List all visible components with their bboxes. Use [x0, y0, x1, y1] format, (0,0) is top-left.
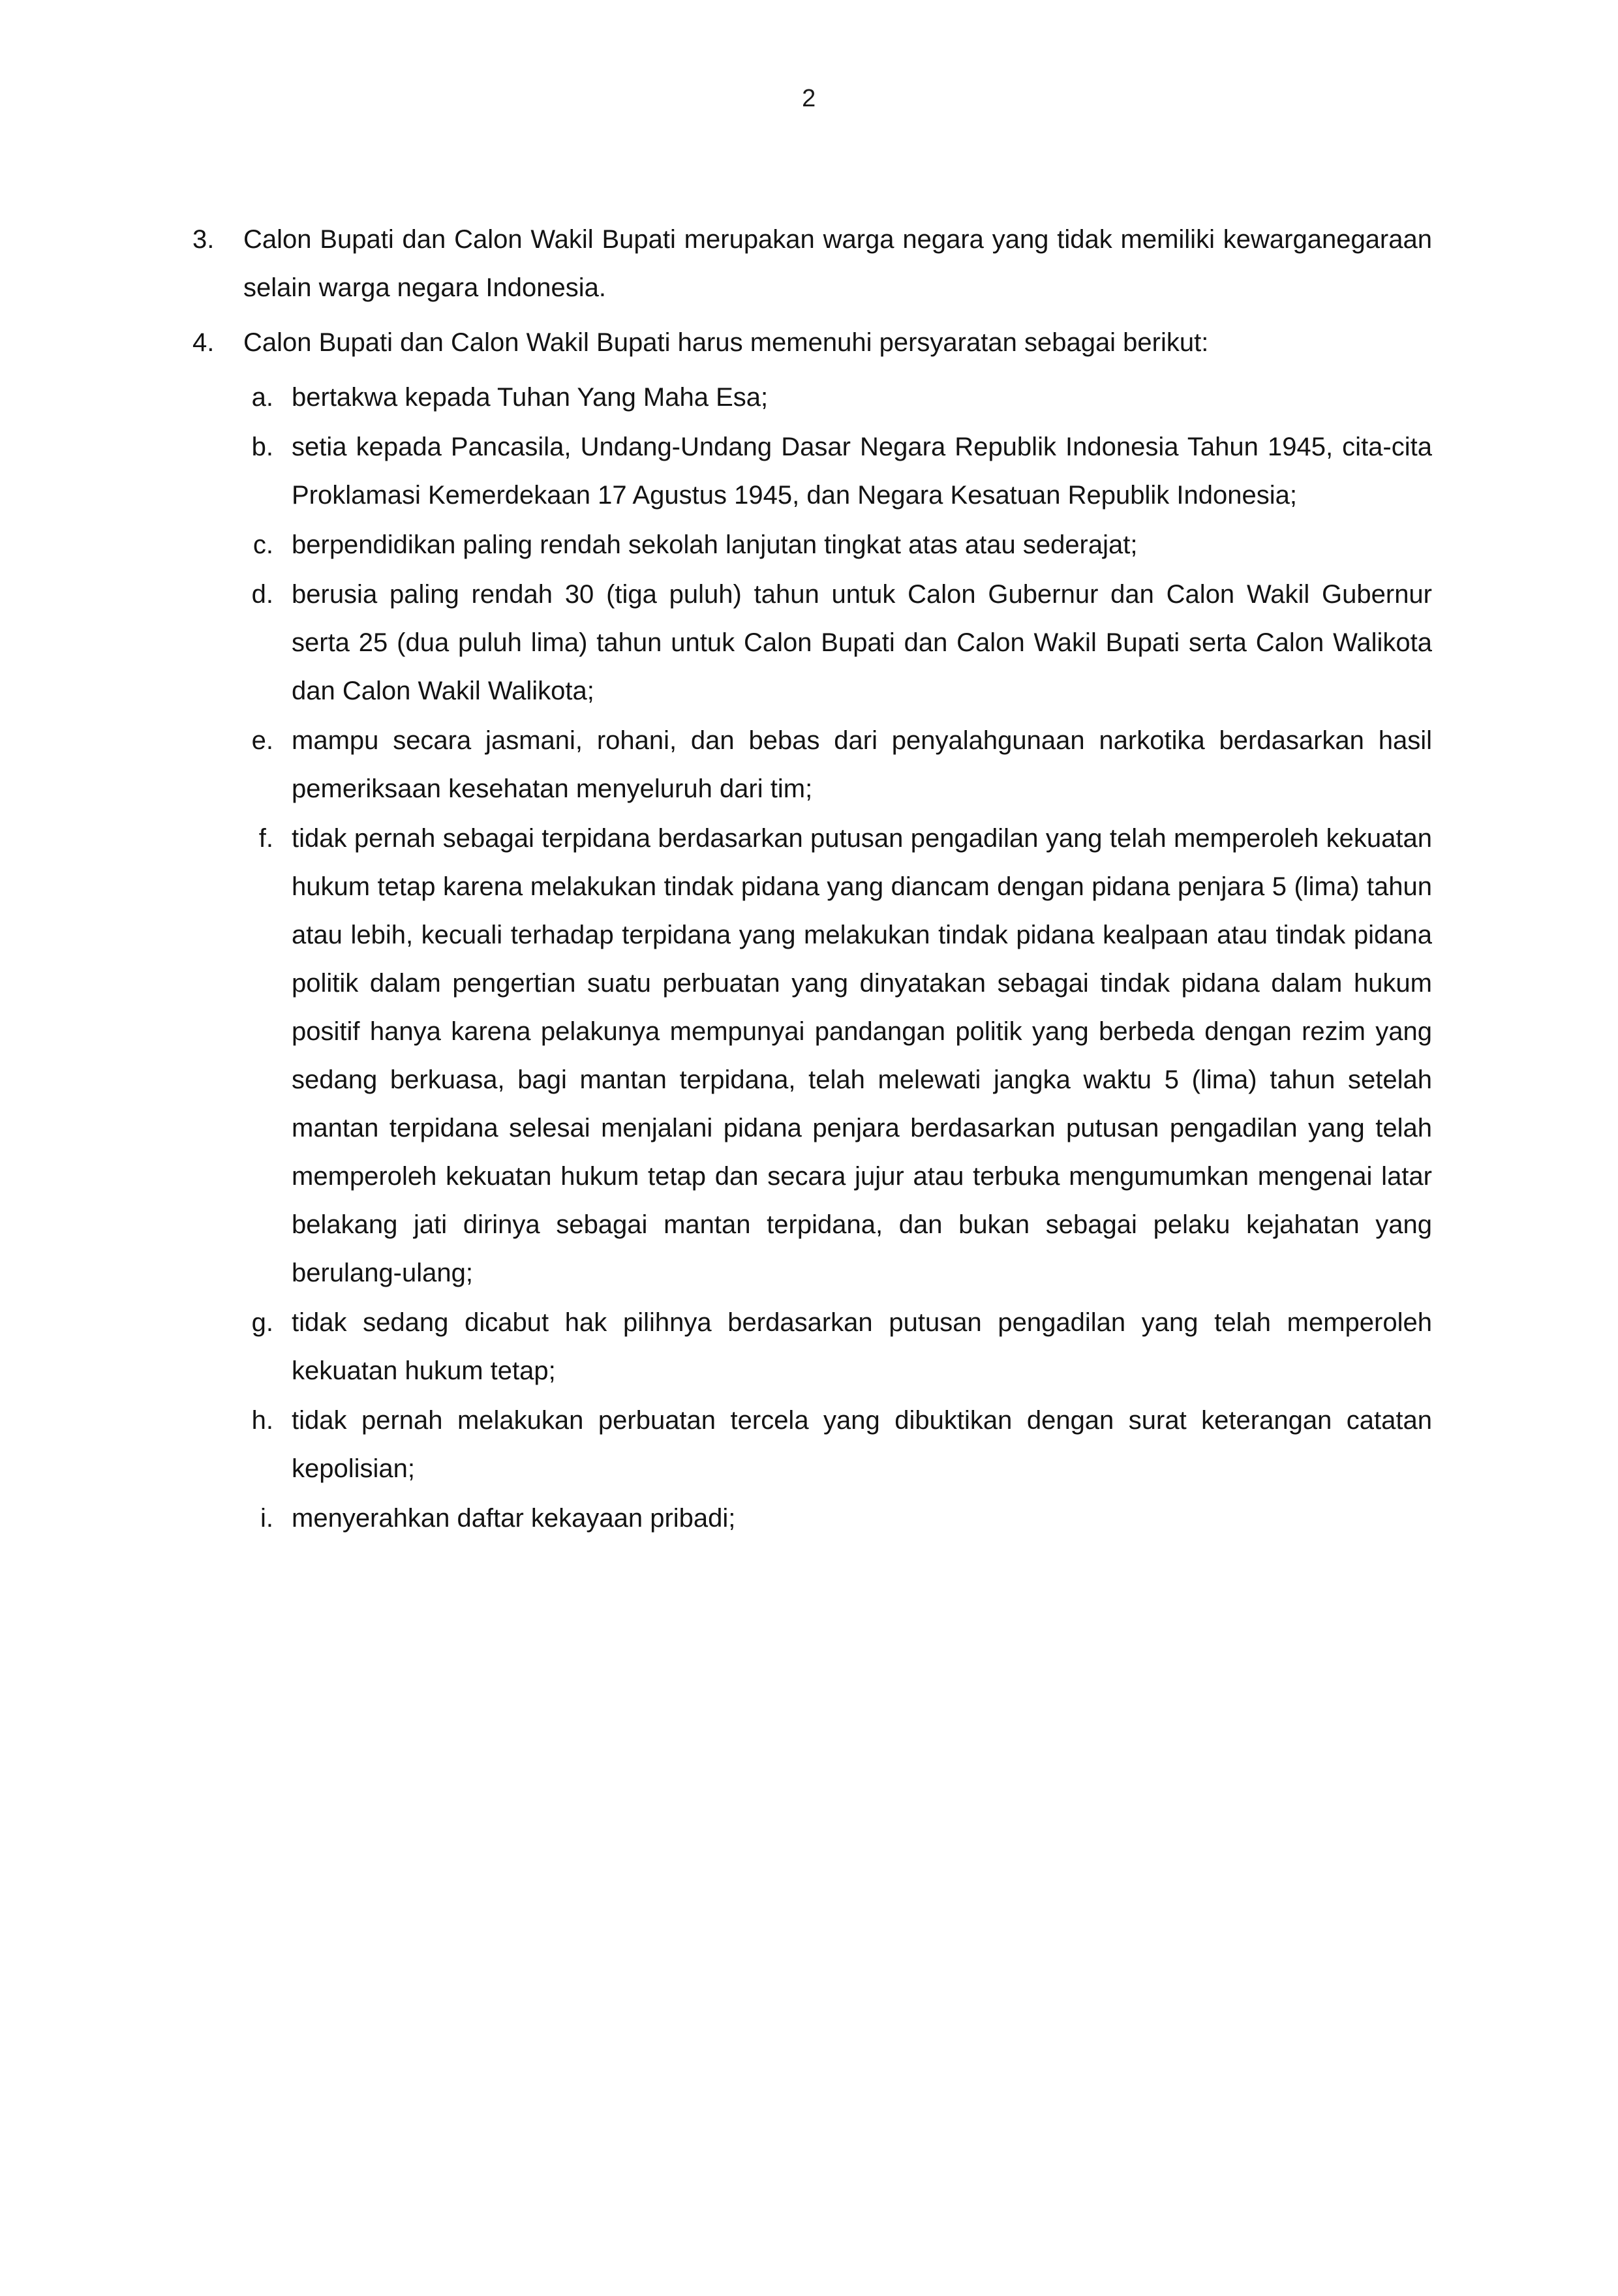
list-item	[243, 570, 1432, 715]
list-marker: f.	[258, 824, 273, 853]
list-item	[243, 373, 1432, 421]
list-text: berpendidikan paling rendah sekolah lanjutan tingkat atas atau sederajat;	[292, 530, 1138, 559]
list-marker: d.	[251, 580, 273, 609]
list-item	[243, 521, 1432, 569]
list-text: setia kepada Pancasila, Undang-Undang Dasar Negara Republik Indonesia Tahun 1945, cita-cita Proklamasi Kemerdekaan 17 Agustus 1945, dan Negara Kesatuan Republik Indonesia;	[292, 433, 1432, 510]
list-marker: e.	[251, 726, 273, 755]
sub-list	[243, 373, 1432, 1542]
list-item	[243, 423, 1432, 519]
list-text: mampu secara jasmani, rohani, dan bebas dari penyalahgunaan narkotika berdasarkan hasil pemeriksaan kesehatan menyeluruh dari tim;	[292, 726, 1432, 803]
list-item	[192, 215, 1432, 312]
list-text: Calon Bupati dan Calon Wakil Bupati merupakan warga negara yang tidak memiliki kewarganegaraan selain warga negara Indonesia.	[243, 225, 1432, 302]
page-number: 2	[802, 85, 816, 112]
list-marker: i.	[260, 1504, 273, 1533]
list-text: Calon Bupati dan Calon Wakil Bupati harus memenuhi persyaratan sebagai berikut:	[243, 328, 1209, 357]
document-body	[192, 215, 1432, 1544]
list-item	[243, 1396, 1432, 1493]
list-marker: a.	[251, 383, 273, 412]
list-text: tidak pernah sebagai terpidana berdasarkan putusan pengadilan yang telah memperoleh kekuatan hukum tetap karena melakukan tindak pidana yang diancam dengan pidana penjara 5 (lima) tahun atau lebih, kecuali terhadap terpidana yang melakukan tindak pidana kealpaan atau tindak pidana politik dalam pengertian suatu perbuatan yang dinyatakan sebagai tindak pidana dalam hukum positif hanya karena pelakunya mempunyai pandangan politik yang berbeda dengan rezim yang sedang berkuasa, bagi mantan terpidana, telah melewati jangka waktu 5 (lima) tahun setelah mantan terpidana selesai menjalani pidana penjara berdasarkan putusan pengadilan yang telah memperoleh kekuatan hukum tetap dan secara jujur atau terbuka mengumumkan mengenai latar belakang jati dirinya sebagai mantan terpidana, dan bukan sebagai pelaku kejahatan yang berulang-ulang;	[292, 824, 1432, 1287]
list-marker: h.	[251, 1406, 273, 1435]
list-item	[243, 1494, 1432, 1542]
list-marker: 3.	[192, 225, 215, 254]
list-item	[243, 814, 1432, 1297]
list-marker: 4.	[192, 328, 215, 357]
list-marker: b.	[251, 433, 273, 461]
list-marker: c.	[252, 530, 273, 559]
list-item	[243, 716, 1432, 813]
list-item	[243, 1298, 1432, 1395]
list-text: menyerahkan daftar kekayaan pribadi;	[292, 1504, 736, 1533]
list-text: tidak pernah melakukan perbuatan tercela yang dibuktikan dengan surat keterangan catatan kepolisian;	[292, 1406, 1432, 1483]
list-marker: g.	[251, 1308, 273, 1337]
list-item	[192, 318, 1432, 367]
list-text: berusia paling rendah 30 (tiga puluh) tahun untuk Calon Gubernur dan Calon Wakil Gubernur serta 25 (dua puluh lima) tahun untuk Calon Bupati dan Calon Wakil Bupati serta Calon Walikota dan Calon Wakil Walikota;	[292, 580, 1432, 705]
list-text: bertakwa kepada Tuhan Yang Maha Esa;	[292, 383, 769, 412]
list-text: tidak sedang dicabut hak pilihnya berdasarkan putusan pengadilan yang telah memperoleh kekuatan hukum tetap;	[292, 1308, 1432, 1385]
